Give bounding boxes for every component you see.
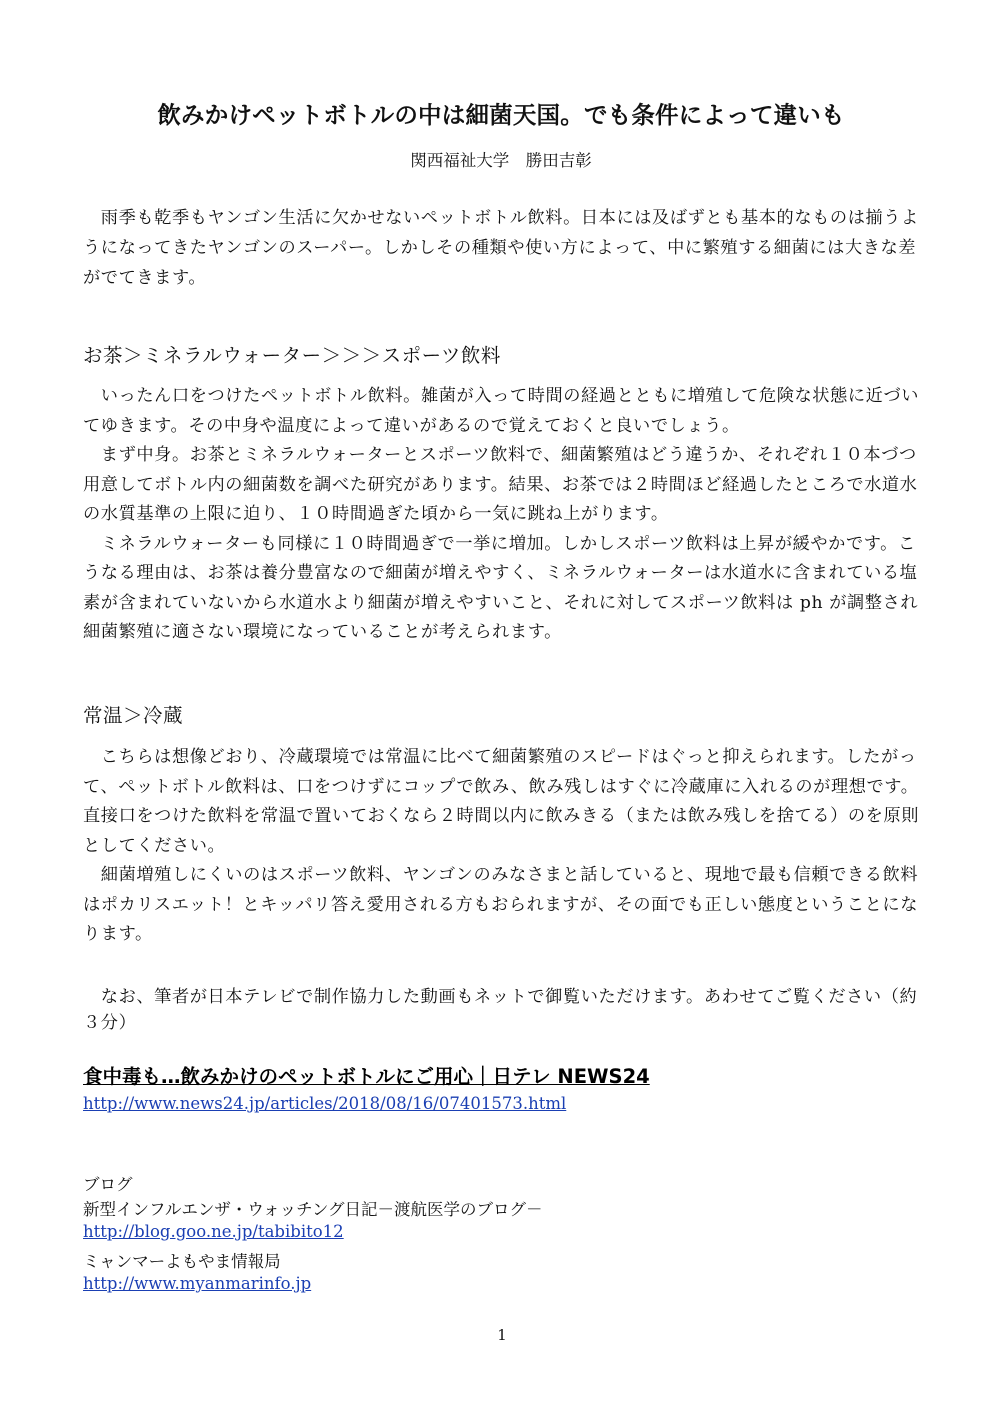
blog-url-2-link[interactable]: http://www.myanmarinfo.jp xyxy=(83,1274,312,1293)
section-body-beverage: いったん口をつけたペットボトル飲料。雑菌が入って時間の経過とともに増殖して危険な状態に近づいてゆきます。その中身や温度によって違いがあるので覚えておくと良いでしょう。 まず中身。お茶とミネラルウォーターとスポーツ飲料で、細菌繁殖はどう違うか、それぞれ１０本づつ用意してボトル内の細菌数を調べた研究があります。結果、お茶では２時間ほど経過したところで水道水の水質基準の上限に迫り、１０時間過ぎた頃から一気に跳ね上がります。 ミネラルウォーターも同様に１０時間過ぎで一挙に増加。しかしスポーツ飲料は上昇が緩やかです。こうなる理由は、お茶は養分豊富なので細菌が増えやすく、ミネラルウォーターは水道水に含まれている塩素が含まれていないから水道水より細菌が増えやすいこと、それに対してスポーツ飲料は ph が調整され細菌繁殖に適さない環境になっていることが考えられます。 xyxy=(83,386,920,642)
section-heading-temperature: 常温＞冷蔵 xyxy=(83,704,184,727)
page-number: 1 xyxy=(497,1326,507,1344)
article-title: 飲みかけペットボトルの中は細菌天国。でも条件によって違いも xyxy=(157,101,845,129)
video-note-paragraph: なお、筆者が日本テレビで制作協力した動画もネットで御覧いただけます。あわせてご覧ください（約３分） xyxy=(83,987,918,1033)
blog-name-2: ミャンマーよもやま情報局 xyxy=(83,1252,281,1271)
blog-name-1: 新型インフルエンザ・ウォッチング日記－渡航医学のブログ－ xyxy=(83,1200,543,1219)
section-heading-beverage: お茶＞ミネラルウォーター＞＞＞スポーツ飲料 xyxy=(83,344,501,367)
intro-paragraph: 雨季も乾季もヤンゴン生活に欠かせないペットボトル飲料。日本には及ばずとも基本的なものは揃うようになってきたヤンゴンのスーパー。しかしその種類や使い方によって、中に繁殖する細菌には大きな差がでてきます。 xyxy=(83,208,919,288)
author-line: 関西福祉大学 勝田吉彰 xyxy=(410,151,592,170)
blog-url-1-link[interactable]: http://blog.goo.ne.jp/tabibito12 xyxy=(83,1222,344,1241)
video-url-link[interactable]: http://www.news24.jp/articles/2018/08/16/07401573.html xyxy=(83,1094,567,1113)
blog-label: ブログ xyxy=(83,1175,133,1194)
video-title-link[interactable]: 食中毒も…飲みかけのペットボトルにご用心｜日テレ NEWS24 xyxy=(83,1065,650,1088)
section-body-temperature: こちらは想像どおり、冷蔵環境では常温に比べて細菌繁殖のスピードはぐっと抑えられます。したがって、ペットボトル飲料は、口をつけずにコップで飲み、飲み残しはすぐに冷蔵庫に入れるのが理想です。直接口をつけた飲料を常温で置いておくなら２時間以内に飲みきる（または飲み残しを捨てる）のを原則としてください。 細菌増殖しにくいのはスポーツ飲料、ヤンゴンのみなさまと話していると、現地で最も信頼できる飲料はポカリスエット！とキッパリ答え愛用される方もおられますが、その面でも正しい態度ということになります。 xyxy=(83,747,920,944)
